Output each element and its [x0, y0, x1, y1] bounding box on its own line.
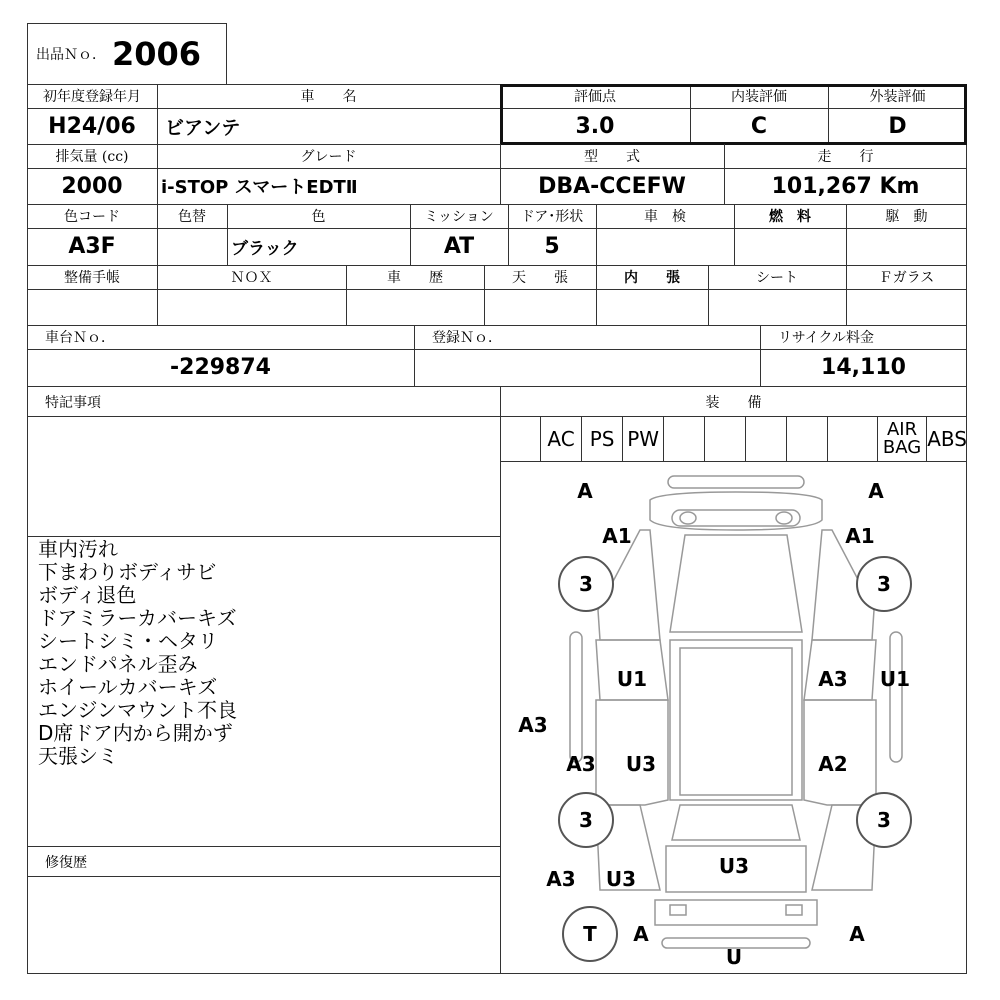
notes-list: [38, 538, 493, 838]
note-item: 車内汚れ: [38, 537, 118, 561]
damage-mark: A3: [518, 713, 548, 737]
tire-spare: T: [562, 906, 618, 962]
damage-mark: A3: [566, 752, 596, 776]
recolor-value: [157, 228, 227, 265]
interior-trim-label: 内 張: [624, 270, 680, 286]
equipment-slot: [746, 416, 787, 461]
inspection-label: 車 検: [644, 209, 686, 225]
damage-mark: U3: [718, 854, 750, 878]
equipment-slot: [787, 416, 828, 461]
damage-mark: A2: [818, 752, 848, 776]
damage-mark: A1: [602, 524, 632, 548]
registration-no-value: [414, 349, 760, 386]
seat-label: シート: [756, 270, 798, 286]
car-name-value: ビアンテ: [165, 116, 241, 139]
note-item: シートシミ・ヘタリ: [38, 629, 218, 653]
exterior-grade-value: D: [888, 113, 907, 139]
fuel-value: [734, 228, 846, 265]
note-item: ドアミラーカバーキズ: [38, 606, 237, 630]
score-value: 3.0: [575, 113, 615, 139]
door-shape-value: 5: [544, 234, 560, 259]
inspection-value: [596, 228, 734, 265]
equipment-slot: [500, 416, 541, 461]
notes-label: 特記事項: [45, 395, 101, 411]
damage-mark: U: [725, 945, 743, 969]
door-shape-label: ドア･形状: [520, 209, 584, 225]
note-item: 下まわりボディサビ: [38, 560, 217, 584]
equipment-airbag: AIR BAG: [878, 416, 927, 461]
equipment-ps: PS: [582, 416, 623, 461]
registration-no-label: 登録Ｎｏ．: [432, 330, 502, 346]
headliner-label: 天 張: [512, 270, 568, 286]
damage-mark: U3: [605, 867, 637, 891]
interior-grade-label: 内装評価: [731, 89, 787, 105]
equipment-slot: [664, 416, 705, 461]
equipment-abs: ABS: [927, 426, 967, 451]
note-item: エンジンマウント不良: [38, 698, 237, 722]
damage-mark: U3: [625, 752, 657, 776]
equipment-pw: PW: [623, 416, 664, 461]
note-item: ホイールカバーキズ: [38, 675, 218, 699]
lot-number-box: [27, 23, 227, 85]
lot-number: 2006: [112, 35, 202, 73]
equipment-row: [500, 416, 967, 462]
damage-mark: A: [633, 922, 649, 946]
fuel-label: 燃 料: [769, 209, 811, 225]
drive-value: [846, 228, 967, 265]
damage-mark: U1: [879, 667, 911, 691]
note-item: D席ドア内から開かず: [38, 721, 233, 745]
damage-mark: U1: [616, 667, 648, 691]
interior-grade-value: C: [750, 113, 768, 139]
car-history-label: 車 歴: [387, 270, 443, 286]
recolor-label: 色替: [178, 209, 206, 225]
grade-label: グレード: [300, 149, 357, 165]
equipment-slot: [828, 416, 877, 461]
damage-mark: A3: [546, 867, 576, 891]
transmission-label: ミッション: [424, 209, 494, 225]
mileage-label: 走 行: [817, 149, 874, 165]
lot-label: 出品Ｎｏ．: [36, 47, 106, 63]
reg-date-label: 初年度登録年月: [43, 89, 141, 105]
score-label: 評価点: [574, 89, 616, 105]
recycle-fee-label: リサイクル料金: [778, 330, 875, 346]
car-diagram: [500, 462, 967, 974]
reg-date-value: H24/06: [48, 113, 136, 139]
tire-front-left: 3: [558, 556, 614, 612]
drive-label: 駆 動: [885, 209, 928, 225]
note-item: ボディ退色: [38, 583, 137, 607]
car-name-label: 車 名: [300, 89, 357, 105]
displacement-label: 排気量 (cc): [55, 149, 129, 165]
damage-mark: A: [868, 479, 884, 503]
color-label: 色: [311, 209, 326, 225]
color-code-value: A3F: [68, 234, 116, 259]
equipment-ac: AC: [541, 416, 582, 461]
note-item: エンドパネル歪み: [38, 652, 198, 676]
tire-front-right: 3: [856, 556, 912, 612]
tire-rear-left: 3: [558, 792, 614, 848]
chassis-no-label: 車台Ｎｏ．: [45, 330, 115, 346]
recycle-fee-value: 14,110: [821, 355, 906, 380]
nox-label: ＮＯＸ: [230, 270, 273, 286]
damage-mark: A: [577, 479, 593, 503]
transmission-value: AT: [443, 234, 475, 259]
repair-history-label: 修復歴: [45, 855, 87, 871]
front-glass-label: Ｆガラス: [878, 270, 935, 286]
tire-rear-right: 3: [856, 792, 912, 848]
note-item: 天張シミ: [38, 744, 118, 768]
displacement-value: 2000: [61, 173, 123, 199]
color-value: ブラック: [231, 239, 299, 259]
model-value: DBA-CCEFW: [538, 173, 686, 199]
mileage-value: 101,267 Km: [771, 173, 920, 199]
damage-mark: A3: [818, 667, 848, 691]
exterior-grade-label: 外装評価: [869, 89, 926, 105]
damage-mark: A1: [845, 524, 875, 548]
chassis-no-value: -229874: [170, 355, 271, 380]
color-code-label: 色コード: [64, 209, 120, 225]
model-label: 型 式: [584, 149, 640, 165]
damage-mark: A: [849, 922, 865, 946]
grade-value: i-STOP スマートEDTⅡ: [161, 177, 358, 198]
service-book-label: 整備手帳: [64, 270, 120, 286]
equipment-slot: [705, 416, 746, 461]
equipment-label: 装 備: [705, 395, 762, 411]
